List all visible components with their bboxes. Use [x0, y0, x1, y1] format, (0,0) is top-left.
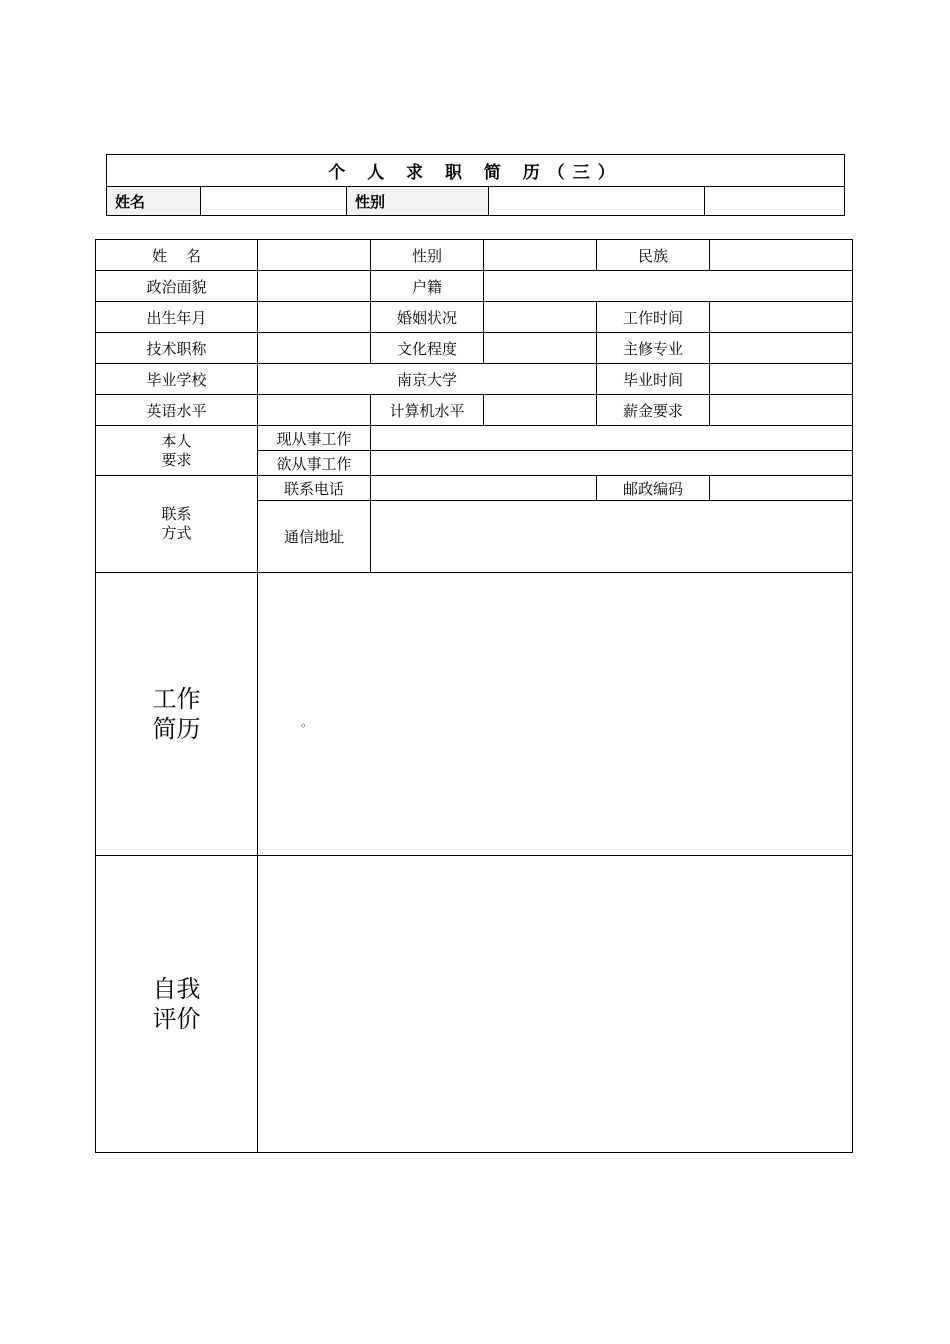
gender-field[interactable]: [484, 240, 597, 271]
title-label: 技术职称: [96, 333, 258, 364]
header-name-label: 姓名: [107, 187, 201, 216]
header-gender-label: 性别: [347, 187, 489, 216]
self-eval-label: [96, 856, 258, 1153]
school-label: 毕业学校: [96, 364, 258, 395]
resume-title: 个 人 求 职 简 历（三）: [107, 155, 845, 187]
salary-field[interactable]: [710, 395, 853, 426]
english-label: 英语水平: [96, 395, 258, 426]
major-field[interactable]: [710, 333, 853, 364]
work-history-field[interactable]: [258, 573, 853, 856]
hukou-field[interactable]: [484, 271, 853, 302]
work-time-label: 工作时间: [597, 302, 710, 333]
contact-label-line1: 联系: [161, 505, 192, 523]
header-extra-field[interactable]: [705, 187, 845, 216]
header-name-field[interactable]: [201, 187, 347, 216]
computer-label: 计算机水平: [371, 395, 484, 426]
self-eval-label-line2: 评价: [152, 1005, 201, 1033]
marital-field[interactable]: [484, 302, 597, 333]
computer-field[interactable]: [484, 395, 597, 426]
desired-job-label: 欲从事工作: [258, 451, 371, 476]
birth-field[interactable]: [258, 302, 371, 333]
title-field[interactable]: [258, 333, 371, 364]
requirements-label: [96, 426, 258, 476]
self-eval-label-line1: 自我: [152, 975, 201, 1003]
ethnicity-label: 民族: [597, 240, 710, 271]
work-time-field[interactable]: [710, 302, 853, 333]
english-field[interactable]: [258, 395, 371, 426]
ethnicity-field[interactable]: [710, 240, 853, 271]
name-field[interactable]: [258, 240, 371, 271]
salary-label: 薪金要求: [597, 395, 710, 426]
major-label: 主修专业: [597, 333, 710, 364]
work-history-mark: 。: [301, 715, 314, 729]
requirements-label-line1: 本人: [161, 431, 192, 450]
current-job-label: 现从事工作: [258, 426, 371, 451]
work-history-label-line2: 简历: [152, 715, 201, 743]
hukou-label: 户籍: [371, 271, 484, 302]
phone-label: 联系电话: [258, 476, 371, 501]
education-label: 文化程度: [371, 333, 484, 364]
resume-form-table: [95, 239, 853, 1153]
work-history-label-line1: 工作: [152, 685, 201, 713]
postcode-label: 邮政编码: [597, 476, 710, 501]
requirements-label-line2: 要求: [161, 450, 192, 469]
birth-label: 出生年月: [96, 302, 258, 333]
contact-label-line2: 方式: [161, 524, 192, 542]
school-field[interactable]: 南京大学: [258, 364, 597, 395]
work-history-label: [96, 573, 258, 856]
header-gender-field[interactable]: [489, 187, 705, 216]
address-field[interactable]: [371, 501, 853, 573]
name-label: 姓 名: [96, 240, 258, 271]
gender-label: 性别: [371, 240, 484, 271]
grad-time-label: 毕业时间: [597, 364, 710, 395]
postcode-field[interactable]: [710, 476, 853, 501]
political-label: 政治面貌: [96, 271, 258, 302]
desired-job-field[interactable]: [371, 451, 853, 476]
marital-label: 婚姻状况: [371, 302, 484, 333]
header-table: [106, 154, 845, 216]
contact-label: [96, 476, 258, 573]
self-eval-field[interactable]: [258, 856, 853, 1153]
political-field[interactable]: [258, 271, 371, 302]
address-label: 通信地址: [258, 501, 371, 573]
current-job-field[interactable]: [371, 426, 853, 451]
grad-time-field[interactable]: [710, 364, 853, 395]
phone-field[interactable]: [371, 476, 597, 501]
education-field[interactable]: [484, 333, 597, 364]
